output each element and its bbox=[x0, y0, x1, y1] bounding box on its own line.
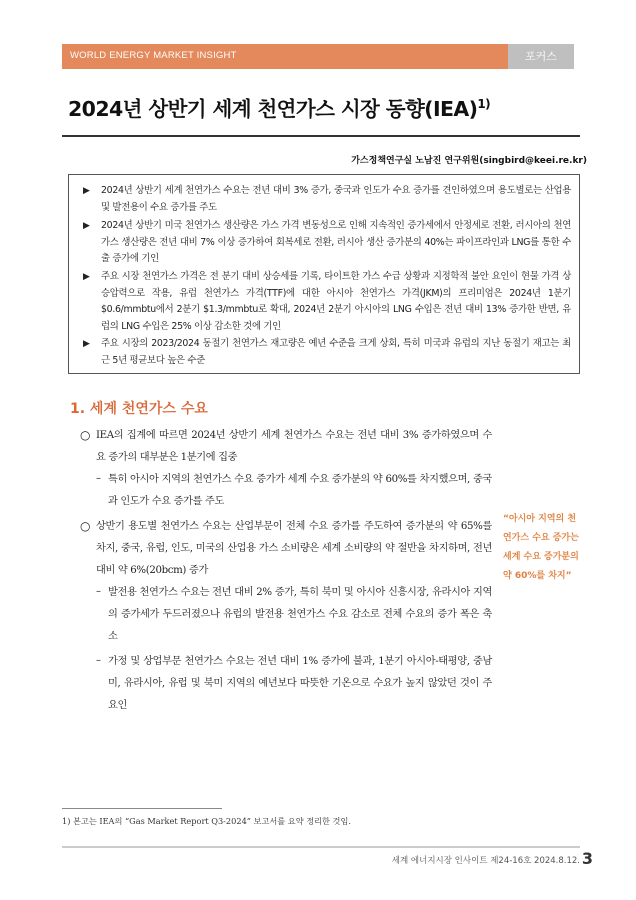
sub-bullet-text: 발전용 천연가스 수요는 전년 대비 2% 증가, 특히 북미 및 아시아 신흥시장, 유라시아 지역의 증가세가 두드러졌으나 유럽의 발전용 천연가스 수요 감소로 전체 수요의 증가 폭은 축소 bbox=[108, 587, 492, 643]
summary-item bbox=[83, 183, 571, 216]
footer-publication: 세계 에너지시장 인사이트 제24-16호 2024.8.12. bbox=[391, 856, 580, 866]
pull-quote: “아시아 지역의 천연가스 수요 증가는 세계 수요 증가분의 약 60%를 차지” bbox=[503, 514, 579, 581]
page-number: 3 bbox=[581, 849, 593, 868]
bullet-text: 상반기 용도별 천연가스 수요는 산업부문이 전체 수요 증가를 주도하여 증가분의 약 65%를 차지, 중국, 유럽, 인도, 미국의 산업용 가스 소비량은 세계 소비량의 약 절반을 차지하며, 전년 대비 약 6%(20bcm) 증가 bbox=[96, 521, 492, 577]
sub-bullet-text: 특히 아시아 지역의 천연가스 수요 증가가 세계 수요 증가분의 약 60%를 차지했으며, 중국과 인도가 수요 증가를 주도 bbox=[108, 474, 492, 508]
arrow-icon: ▶ bbox=[83, 186, 90, 196]
arrow-icon: ▶ bbox=[83, 272, 90, 282]
footnote: 1) 본고는 IEA의 “Gas Market Report Q3-2024” 보고서를 요약 정리한 것임. bbox=[62, 816, 351, 826]
footnote-rule bbox=[62, 808, 222, 809]
page-title bbox=[68, 92, 588, 122]
title-footnote-marker: 1) bbox=[477, 97, 491, 112]
footer-rule bbox=[62, 846, 580, 848]
sub-bullet-text: 가정 및 상업부문 천연가스 수요는 전년 대비 1% 증가에 불과, 1분기 아시아-태평양, 중남미, 유라시아, 유럽 및 북미 지역의 예년보다 따뜻한 기온으로 수요가 높지 않았던 것이 주요인 bbox=[108, 656, 492, 712]
summary-box bbox=[68, 174, 580, 374]
summary-text: 2024년 상반기 세계 천연가스 수요는 전년 대비 3% 증가, 중국과 인도가 수요 증가를 견인하였으며 용도별로는 산업용 및 발전용이 수요 증가를 주도 bbox=[101, 185, 571, 213]
circle-bullet-icon: ○ bbox=[80, 428, 91, 442]
section-title: 1. 세계 천연가스 수요 bbox=[70, 401, 208, 417]
summary-item bbox=[83, 218, 571, 268]
summary-item bbox=[83, 269, 571, 335]
circle-bullet-icon: ○ bbox=[80, 519, 91, 533]
author-line: 가스정책연구실 노남진 연구위원(singbird@keei.re.kr) bbox=[351, 156, 587, 166]
header-bar bbox=[62, 44, 574, 69]
bullet-text: IEA의 집계에 따르면 2024년 상반기 세계 천연가스 수요는 전년 대비 3% 증가하였으며 수요 증가의 대부분은 1분기에 집중 bbox=[96, 430, 492, 464]
title-text: 2024년 상반기 세계 천연가스 시장 동향(IEA) bbox=[68, 97, 478, 121]
category-tag: 포커스 bbox=[508, 44, 574, 69]
series-name: WORLD ENERGY MARKET INSIGHT bbox=[70, 50, 237, 61]
dash-bullet-icon: – bbox=[96, 586, 101, 597]
dash-bullet-icon: – bbox=[96, 473, 101, 484]
summary-item bbox=[83, 336, 571, 369]
arrow-icon: ▶ bbox=[83, 339, 90, 349]
summary-text: 2024년 상반기 미국 천연가스 생산량은 가스 가격 변동성으로 인해 지속적인 증가세에서 안정세로 전환, 러시아의 천연가스 생산량은 전년 대비 7% 이상 증가하여 회복세로 전환, 러시아 생산 증가분의 40%는 파이프라인과 LNG를 통한 수출 증가에 기인 bbox=[101, 220, 571, 265]
summary-text: 주요 시장의 2023/2024 동절기 천연가스 재고량은 예년 수준을 크게 상회, 특히 미국과 유럽의 지난 동절기 재고는 최근 5년 평균보다 높은 수준 bbox=[101, 338, 571, 366]
dash-bullet-icon: – bbox=[96, 655, 101, 666]
title-rule bbox=[62, 135, 580, 137]
arrow-icon: ▶ bbox=[83, 221, 90, 231]
summary-text: 주요 시장 천연가스 가격은 전 분기 대비 상승세를 기록, 타이트한 가스 수급 상황과 지정학적 불안 요인이 현물 가격 상승압력으로 작용, 유럽 천연가스 가격(TTF)에 대한 아시아 천연가스 가격(JKM)의 프리미엄은 2024년 1분기 $0.6/mmbtu에서 2분기 $1.3/mmbtu로 확대, 2024년 2분기 아시아의 LNG 수입은 전년 대비 13% 증가한 반면, 유럽의 LNG 수입은 25% 이상 감소한 것에 기인 bbox=[101, 271, 571, 332]
